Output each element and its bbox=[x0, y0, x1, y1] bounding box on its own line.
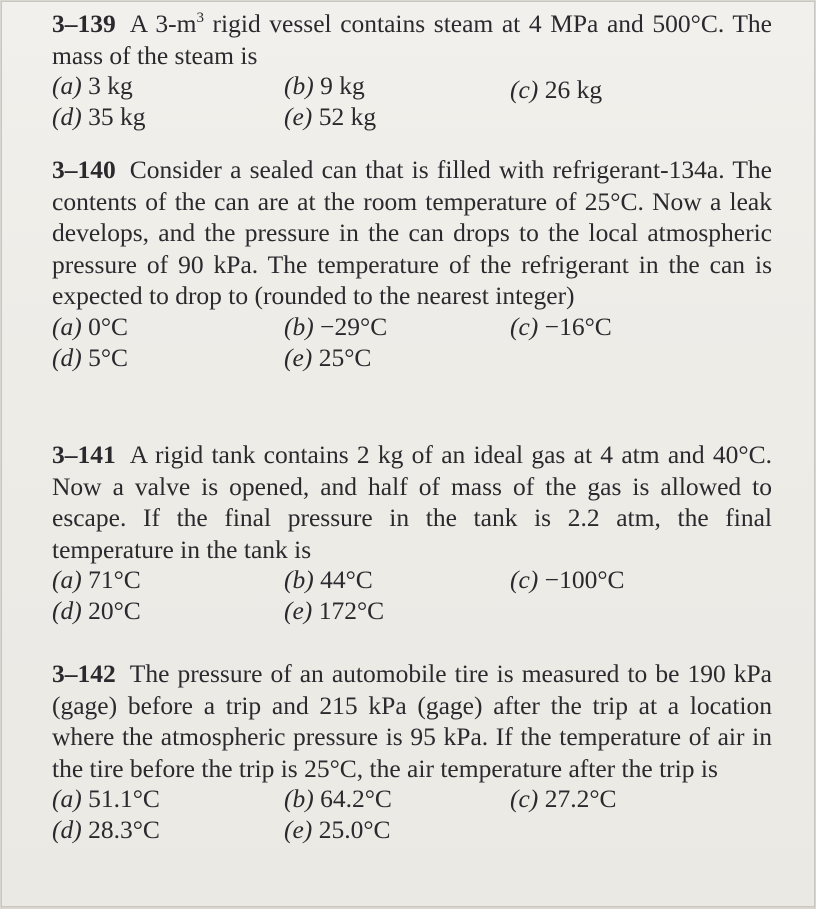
problem-number: 3–139 bbox=[52, 9, 116, 38]
problem-text: Consider a sealed can that is filled with refrigerant-134a. The contents of the can are at the room temperature of 25°C. Now a leak develops, and the pressure in the can drops to the local atmospheric pressure of 90 kPa. The temperature of the refrigerant in the can is expected to drop to (rounded to the nearest integer) bbox=[52, 155, 772, 310]
option-value: −16°C bbox=[544, 311, 612, 341]
option-d bbox=[52, 815, 160, 845]
option-label: (d) bbox=[52, 596, 82, 625]
option-a bbox=[52, 71, 133, 101]
option-value: 51.1°C bbox=[88, 784, 160, 813]
option-b bbox=[284, 312, 387, 342]
option-label: (c) bbox=[510, 565, 539, 594]
option-value: 25.0°C bbox=[318, 815, 391, 844]
problem-3-142 bbox=[52, 658, 772, 846]
option-value: 5°C bbox=[88, 342, 129, 372]
option-c bbox=[510, 565, 625, 595]
option-label: (e) bbox=[284, 102, 313, 131]
answer-options bbox=[52, 565, 772, 627]
option-label: (b) bbox=[284, 565, 314, 594]
problem-stem bbox=[52, 658, 772, 784]
option-b bbox=[284, 565, 373, 595]
problem-3-139 bbox=[52, 8, 772, 133]
option-b bbox=[284, 71, 365, 101]
problem-text: rigid vessel contains steam at 4 MPa and 500°C. The mass of the steam is bbox=[52, 9, 772, 70]
option-value: 35 kg bbox=[88, 102, 146, 131]
problem-number: 3–142 bbox=[52, 659, 116, 688]
option-value: 172°C bbox=[318, 596, 385, 625]
option-a bbox=[52, 784, 160, 814]
answer-options bbox=[52, 71, 772, 133]
option-b bbox=[284, 784, 392, 814]
problem-3-141 bbox=[52, 439, 772, 627]
option-label: (a) bbox=[52, 784, 82, 813]
option-e bbox=[284, 815, 391, 845]
option-value: −100°C bbox=[544, 565, 625, 594]
problem-text: A 3-m bbox=[129, 9, 197, 38]
option-value: 25°C bbox=[318, 342, 372, 372]
option-value: −29°C bbox=[320, 311, 388, 341]
option-d bbox=[52, 596, 141, 626]
option-value: 71°C bbox=[88, 565, 141, 594]
superscript: 3 bbox=[196, 10, 204, 26]
option-label: (a) bbox=[52, 565, 82, 594]
option-c bbox=[510, 312, 612, 342]
option-label: (a) bbox=[52, 311, 82, 341]
option-label: (e) bbox=[284, 342, 313, 372]
option-value: 26 kg bbox=[544, 75, 603, 104]
option-label: (c) bbox=[510, 784, 539, 813]
option-label: (a) bbox=[52, 71, 82, 100]
option-a bbox=[52, 565, 141, 595]
option-value: 0°C bbox=[88, 311, 129, 341]
option-label: (b) bbox=[284, 784, 314, 813]
option-label: (c) bbox=[510, 75, 539, 104]
option-e bbox=[284, 343, 371, 373]
problem-text: A rigid tank contains 2 kg of an ideal gas at 4 atm and 40°C. Now a valve is opened, and half of mass of the gas is allowed to escape. If the final pressure in the tank is 2.2 atm, the final temperature in the tank is bbox=[52, 440, 772, 564]
option-value: 20°C bbox=[88, 596, 141, 625]
option-value: 52 kg bbox=[318, 102, 377, 131]
option-label: (d) bbox=[52, 815, 82, 844]
answer-options bbox=[52, 312, 772, 374]
option-label: (e) bbox=[284, 815, 313, 844]
option-value: 27.2°C bbox=[544, 784, 617, 813]
option-label: (d) bbox=[52, 102, 82, 131]
option-label: (b) bbox=[284, 311, 314, 341]
option-label: (e) bbox=[284, 596, 313, 625]
option-value: 64.2°C bbox=[320, 784, 392, 813]
option-c bbox=[510, 784, 617, 814]
option-value: 44°C bbox=[320, 565, 373, 594]
problem-stem bbox=[52, 154, 772, 312]
option-label: (b) bbox=[284, 71, 314, 100]
option-d bbox=[52, 343, 128, 373]
option-label: (d) bbox=[52, 342, 82, 372]
option-label: (c) bbox=[510, 311, 539, 341]
option-value: 9 kg bbox=[320, 71, 365, 100]
problem-stem bbox=[52, 8, 772, 71]
option-e bbox=[284, 596, 384, 626]
answer-options bbox=[52, 784, 772, 846]
problem-3-140 bbox=[52, 154, 772, 374]
option-c bbox=[510, 75, 602, 105]
problem-stem bbox=[52, 439, 772, 565]
option-a bbox=[52, 312, 128, 342]
problem-number: 3–141 bbox=[52, 440, 116, 469]
option-d bbox=[52, 102, 145, 132]
option-value: 3 kg bbox=[88, 71, 133, 100]
option-e bbox=[284, 102, 376, 132]
textbook-page bbox=[1, 1, 815, 907]
problem-number: 3–140 bbox=[52, 155, 116, 184]
option-value: 28.3°C bbox=[88, 815, 160, 844]
problem-text: The pressure of an automobile tire is measured to be 190 kPa (gage) before a trip and 215 kPa (gage) after the trip at a location where the atmospheric pressure is 95 kPa. If the temperature of air in the tire before the trip is 25°C, the air temperature after the trip is bbox=[52, 659, 772, 783]
